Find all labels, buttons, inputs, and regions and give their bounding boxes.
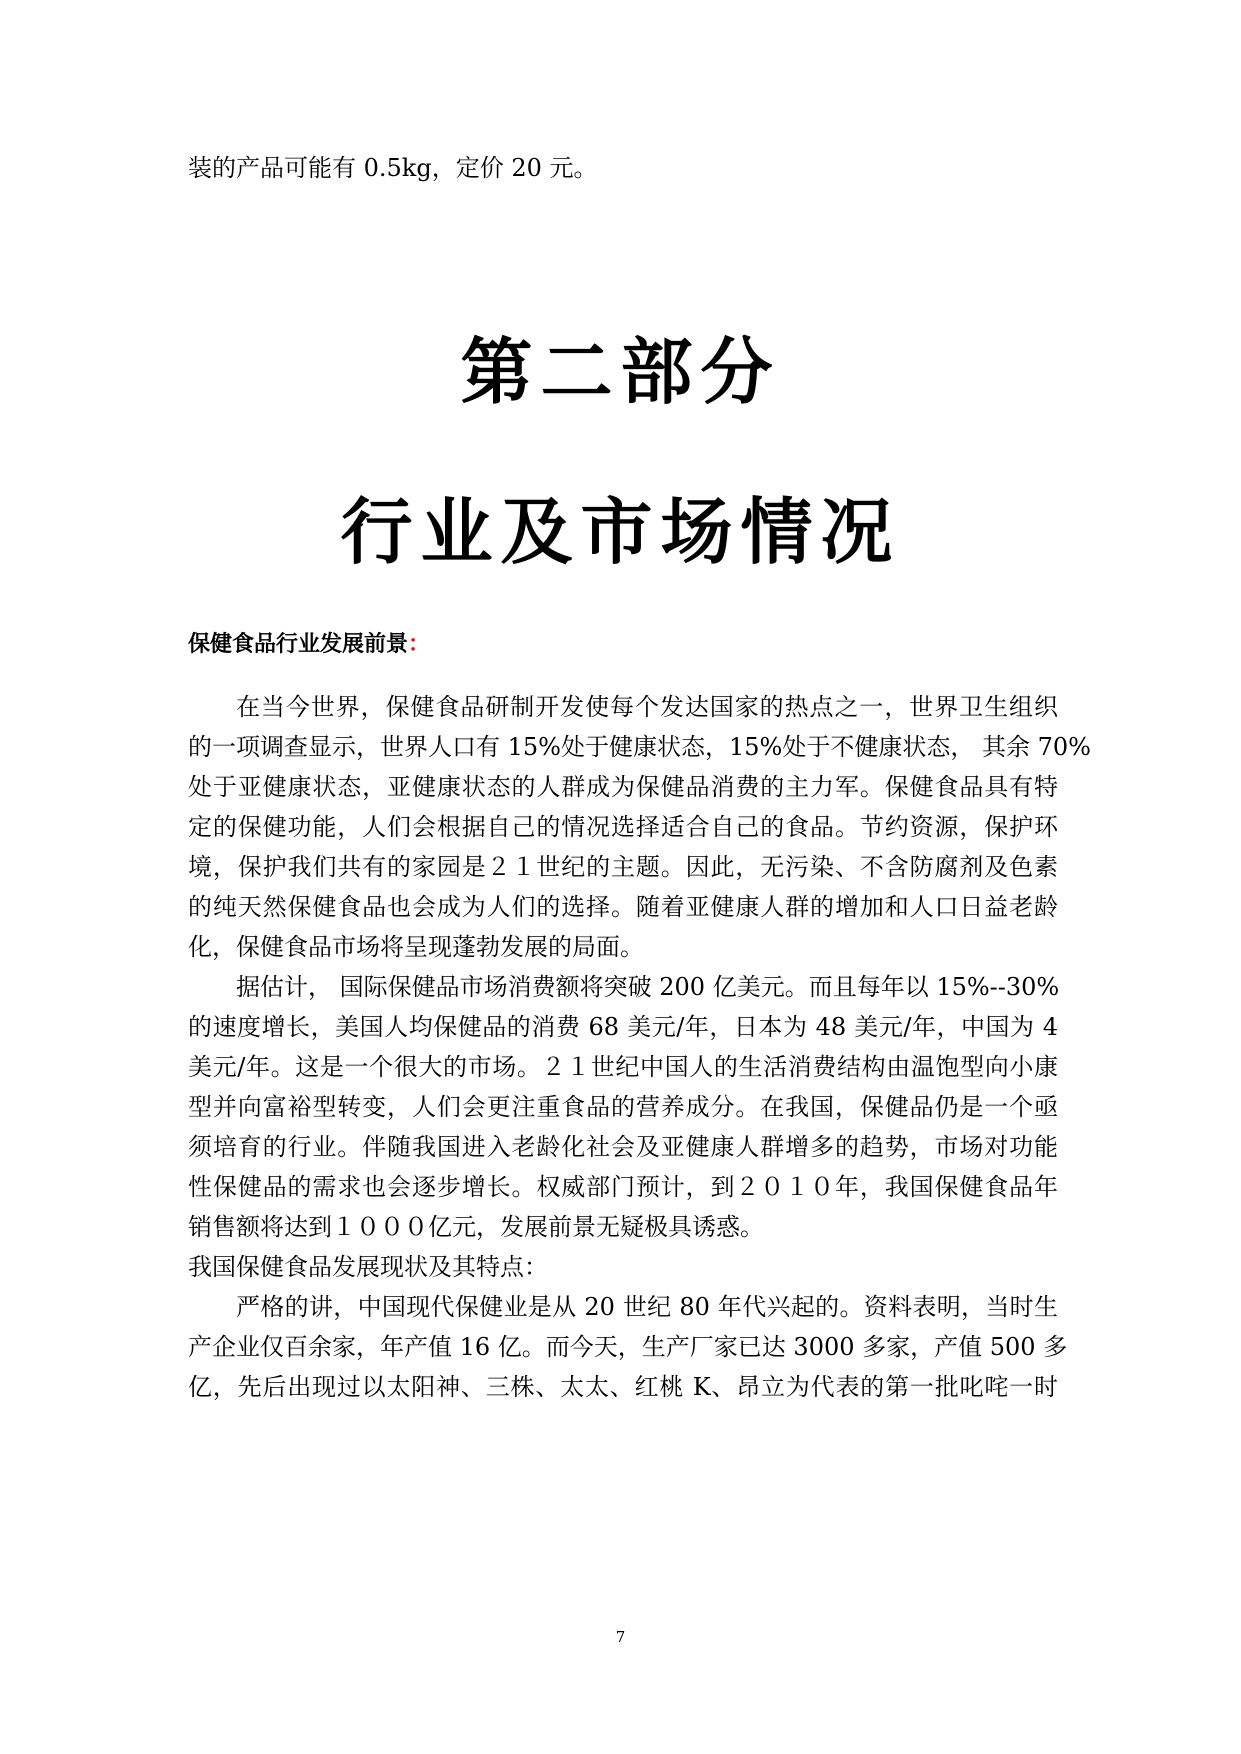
body-line: 境，保护我们共有的家园是２１世纪的主题。因此，无污染、不含防腐剂及色素 [188,853,1058,881]
body-line: 的纯天然保健食品也会成为人们的选择。随着亚健康人群的增加和人口日益老龄 [188,893,1058,921]
section-heading-colon: ： [408,632,431,657]
body-line: 性保健品的需求也会逐步增长。权威部门预计，到２０１０年，我国保健食品年 [188,1173,1058,1201]
body-line: 销售额将达到１０００亿元，发展前景无疑极具诱惑。 [188,1213,764,1241]
intro-line [188,148,1058,188]
body-line: 定的保健功能，人们会根据自己的情况选择适合自己的食品。节约资源，保护环 [188,813,1058,841]
section-heading-text: 保健食品行业发展前景 [188,632,409,657]
body-line: 的一项调查显示，世界人口有 15%处于健康状态，15%处于不健康状态， 其余 70% [188,733,1091,761]
body-line: 美元/年。这是一个很大的市场。２１世纪中国人的生活消费结构由温饱型向小康 [188,1053,1058,1081]
body-line: 在当今世界，保健食品研制开发使每个发达国家的热点之一，世界卫生组织 [236,693,1058,721]
body-line: 型并向富裕型转变，人们会更注重食品的营养成分。在我国，保健品仍是一个亟 [188,1093,1058,1121]
section-heading [188,625,430,665]
body-line: 化，保健食品市场将呈现蓬勃发展的局面。 [188,933,644,961]
page-number: 7 [615,1628,626,1646]
intro-text: 装的产品可能有 0.5kg，定价 20 元。 [188,154,598,182]
body-line: 严格的讲，中国现代保健业是从 20 世纪 80 年代兴起的。资料表明，当时生 [236,1293,1058,1321]
body-line: 我国保健食品发展现状及其特点： [188,1253,548,1281]
chapter-title: 行业及市场情况 [340,490,901,574]
body-line: 亿，先后出现过以太阳神、三株、太太、红桃 K、昂立为代表的第一批叱咤一时 [188,1373,1058,1401]
body-line: 须培育的行业。伴随我国进入老龄化社会及亚健康人群增多的趋势，市场对功能 [188,1133,1058,1161]
body-line: 产企业仅百余家，年产值 16 亿。而今天，生产厂家已达 3000 多家，产值 500 多 [188,1333,1068,1361]
body-line: 处于亚健康状态，亚健康状态的人群成为保健品消费的主力军。保健食品具有特 [188,773,1058,801]
body-line: 据估计， 国际保健品市场消费额将突破 200 亿美元。而且每年以 15%--30% [236,973,1060,1001]
body-text [188,687,1091,1407]
body-line: 的速度增长，美国人均保健品的消费 68 美元/年，日本为 48 美元/年，中国为 4 [188,1013,1058,1041]
part-title: 第二部分 [460,330,781,414]
